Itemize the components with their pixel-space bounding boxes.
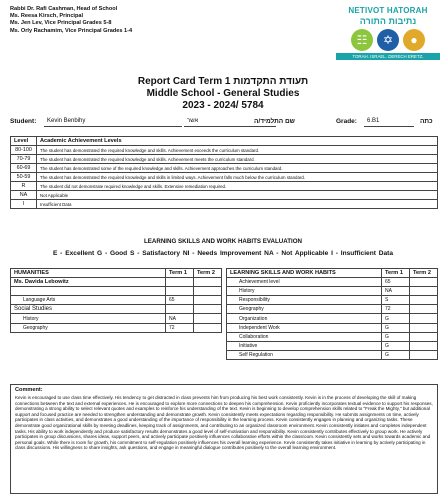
student-hebrew-name: אשר [184, 116, 276, 127]
star-of-david-icon: ✡ [377, 29, 399, 51]
report-subtitle: Middle School - General Studies [146, 88, 300, 99]
table-row: Self Regulation G [227, 350, 438, 359]
table-row: Collaboration G [227, 332, 438, 341]
table-row: History NA [227, 287, 438, 296]
class-label: כתה [420, 118, 433, 125]
table-row: Responsibility S [227, 296, 438, 305]
term1-header: Term 1 [166, 269, 194, 278]
grade-label: Grade: [336, 118, 357, 125]
level-desc-header: Academic Achievement Levels [37, 137, 438, 146]
logo-name: NETIVOT HATORAH [348, 6, 428, 15]
table-row: Geography 72 [227, 305, 438, 314]
staff-vp-5-8: Ms. Jen Lev, Vice Principal Grades 5-8 [10, 20, 112, 27]
table-row: Social Studies [11, 305, 222, 314]
table-row [11, 287, 222, 296]
student-name: Kevin Benbihy [44, 116, 182, 127]
table-row: Independent Work G [227, 323, 438, 332]
school-logo [336, 6, 440, 68]
table-row: Language Arts 65 [11, 296, 222, 305]
table-row: Achievement level 65 [227, 278, 438, 287]
learning-skills-table [226, 268, 438, 360]
learning-skills-title: LEARNING SKILLS AND WORK HABITS EVALUATION [143, 238, 302, 245]
table-row: 70-79 The student has demonstrated the required knowledge and skills. Achievement meets the curriculum standard. [11, 155, 438, 164]
student-row [10, 116, 438, 128]
achievement-levels-table [10, 136, 438, 209]
hebrew-name-label: שם התלמיד/ה [254, 118, 295, 125]
humanities-table [10, 268, 222, 333]
comment-box [10, 384, 438, 494]
table-row: Initiative G [227, 341, 438, 350]
report-title: Report Card Term 1 תעודת התקדמות [137, 76, 309, 87]
torah-icon: ☷ [351, 29, 373, 51]
learning-skills-legend: E - Excellent G - Good S - Satisfactory NI - Needs Improvement NA - Not Applicable I - Insufficient Data [52, 250, 394, 257]
level-header: Level [11, 137, 37, 146]
skills-term1-header: Term 1 [382, 269, 410, 278]
staff-principal: Ms. Reesa Kirsch, Principal [10, 13, 84, 20]
table-row: R The student did not demonstrate required knowledge and skills. Extensive remediation required. [11, 182, 438, 191]
staff-list [10, 6, 132, 35]
teacher-name: Ms. Davida Lebowitz [11, 278, 166, 287]
table-row: 60-69 The student has demonstrated some of the required knowledge and skills. Achievement approaches the curriculum standard. [11, 164, 438, 173]
table-row: I Insufficient Data [11, 200, 438, 209]
logo-tagline: TORAH. ISRAEL. DERECH ERETZ. [336, 53, 440, 60]
comment-label: Comment: [15, 387, 43, 393]
derech-eretz-icon: ● [403, 29, 425, 51]
table-row: Geography 72 [11, 323, 222, 332]
humanities-header: HUMANITIES [11, 269, 166, 278]
table-row: 50-59 The student has demonstrated the required knowledge and skills in limited ways. Achievement falls much below the curriculum standard. [11, 173, 438, 182]
term2-header: Term 2 [194, 269, 222, 278]
table-row: History NA [11, 314, 222, 323]
table-row: Organization G [227, 314, 438, 323]
comment-text: Kevin is encouraged to use class time effectively. His tendency to get distracted in class prevents him from producing his best work consistently. Kevin is in the process of developing the skill of making connections between the text and external experiences. He is encouraged to explore more connections to deepen his comprehension. Kevin proficiently incorporates textual evidence to support his responses, demonstrating a strong ability to select relevant quotes and examples to reinforce his understanding of the text. Kevin is beginning to develop comprehension skills related to "Freak the Mighty," but additional support and focused practice are needed to strengthen understanding and demonstrate growth. Kevin consistently meets expectations regarding responsibility. He submits assignments on time, actively participates in class activities, and demonstrates a good understanding of the importance of responsibility in the learning process. Kevin consistently engages in planning and organizing tasks. These demonstrate good organizational skills by meeting deadlines, keeping track of assignments, and contributing to an organized classroom environment. Kevin consistently initiates and completes independent tasks. His ability to work independently and produce satisfactory results demonstrates a good level of self-motivation and responsibility. Kevin consistently contributes effectively to group work. He actively participates in group discussions, shares ideas, support peers, and actively participate positively influences collaborative efforts within the classroom. Kevin consistently sets and works towards academic and personal goals. While there is room for growth, his commitment to self-regulation positively influences his overall learning experience. Kevin consistently takes initiative in learning by actively participating in class discussions. His willingness to share insights, ask questions, and engage in meaningful dialogue contributes positively to the overall learning environment. [15, 395, 433, 451]
logo-hebrew: נתיבות התורה [359, 16, 417, 26]
grade-value: 6.B1 [364, 116, 414, 127]
table-row: NA Not Applicable [11, 191, 438, 200]
staff-head: Rabbi Dr. Rafi Cashman, Head of School [10, 6, 118, 12]
staff-vp-1-4: Ms. Orly Rachamim, Vice Principal Grades 1-4 [10, 27, 133, 34]
report-year: 2023 - 2024/ 5784 [182, 100, 264, 111]
table-row: 80-100 The student has demonstrated the required knowledge and skills. Achievement exceeds the curriculum standard. [11, 146, 438, 155]
student-label: Student: [10, 118, 37, 125]
skills-term2-header: Term 2 [410, 269, 438, 278]
skills-header: LEARNING SKILLS AND WORK HABITS [227, 269, 382, 278]
